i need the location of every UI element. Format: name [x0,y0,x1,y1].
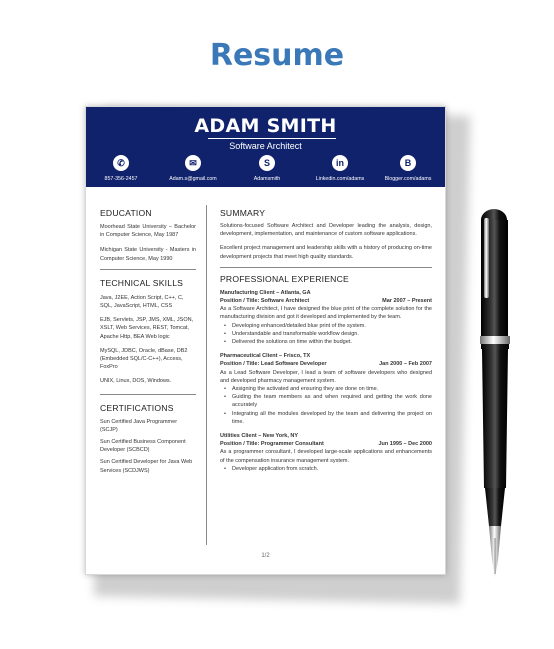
name-underline [208,138,336,139]
skills-item: Java, J2EE, Action Script, C++, C, SQL, JavaScript, HTML, CSS [100,294,184,310]
job-dates: Jun 1995 – Dec 2000 [378,441,432,448]
linkedin-icon: in [332,155,348,171]
certifications-heading: CERTIFICATIONS [100,402,174,413]
job-position-row [220,297,432,305]
contact-skype [232,155,302,182]
job-bullets [220,465,432,473]
candidate-title: Software Architect [229,141,302,151]
education-item: Michigan State University - Masters in Computer Science, May 1990 [100,247,196,262]
contact-text: Adam.s@gmail.com [169,176,217,182]
left-column [100,208,196,475]
blogger-icon: B [400,155,416,171]
summary-heading: SUMMARY [220,208,266,218]
candidate-name: ADAM SMITH [194,115,337,137]
job-position: Position / Title: Programmer Consultant [220,441,324,448]
job-bullet: • Understandable and transformable workflow design. [232,330,432,338]
contact-text: Linkedin.com/adams [315,176,365,182]
job-bullets [220,385,432,426]
contact-phone [86,155,156,182]
job-entry [220,289,432,346]
section-rule [100,269,196,270]
job-description: As a Lead Software Developer, I lead a team of software developers who designed and developed pharmacy management system. [220,369,432,384]
resume-header [86,107,445,187]
certification-item: Sun Certified Business Component Developer (SCBCD) [100,439,186,454]
job-description: As a programmer consultant, I developed large-scale applications and enhancements of the compensation insurance management system. [220,449,432,464]
job-bullet: • Delivered the solutions on time within the budget. [232,338,432,346]
page-number: 1/2 [261,553,270,559]
job-position: Position / Title: Lead Software Developer [220,361,327,368]
job-bullet: • Integrating all the modules developed by the team and delivering the project on time. [232,410,432,426]
summary-paragraph: Excellent project management and leadership skills with a history of producing on-time development projects that meet high quality standards. [220,245,432,260]
contact-email [158,155,228,182]
skype-icon: S [259,155,275,171]
education-heading: EDUCATION [100,208,152,218]
job-entry [220,352,432,426]
certification-item: Sun Certified Developer for Java Web Services (SCDJWS) [100,459,193,474]
job-dates: Jan 2000 – Feb 2007 [379,361,432,368]
skills-item: MySQL, JDBC, Oracle, dBase, DB2 (Embedded SQL/C-C++), Access, FoxPro [100,347,188,371]
email-icon: ✉ [185,155,201,171]
skills-heading: TECHNICAL SKILLS [100,277,184,288]
right-column [220,208,432,473]
contact-text: Blogger.com/adams [384,176,432,182]
job-bullet: • Guiding the team members as and when required and getting the work done accurately [232,393,432,409]
page-heading: Resume [209,38,345,73]
job-bullet: • Developer application from scratch. [232,465,432,473]
contact-linkedin [305,155,375,182]
skills-item: EJB, Servlets, JSP, JMS, XML, JSON, XSLT, Web Services, REST, Tomcat, Apache Http, BEA Web logic [100,317,194,340]
job-client: Manufacturing Client – Atlanta, GA [220,289,311,296]
section-rule [100,394,196,395]
job-bullets [220,322,432,347]
skills-item: UNIX, Linux, DOS, Windows. [100,378,172,385]
resume-sheet [85,106,446,575]
job-client: Utilities Client – New York, NY [220,433,299,440]
job-description: As a Software Architect, I have designed the blue print of the complete solution for the manufacturing division and got it developed and implemented by the team. [220,306,432,321]
summary-paragraph: Solutions-focused Software Architect and Developer leading the analysis, design, development, implementation, and maintenance of custom software applications. [220,223,432,238]
education-item: Moorhead State University – Bachelor in Computer Science, May 1987 [100,224,196,239]
certification-item: Sun Certified Java Programmer (SCJP) [100,418,178,433]
section-rule [220,267,432,268]
job-bullet: • Assigning the activated and ensuring they are done on time. [232,385,432,393]
job-position-row [220,360,432,368]
job-client: Pharmaceutical Client – Frisco, TX [220,353,311,360]
contact-blogger [373,155,443,182]
contact-text: Adamsmith [253,176,281,182]
phone-icon: ✆ [113,155,129,171]
job-position: Position / Title: Software Architect [220,298,310,305]
column-divider [206,205,207,545]
fountain-pen-image [470,208,530,586]
job-dates: Mar 2007 – Present [382,298,432,305]
job-bullet: • Developing enhanced/detailed blue print of the system. [232,322,432,330]
job-entry [220,432,432,473]
job-position-row [220,440,432,448]
contact-text: 857-356-2457 [104,176,138,182]
experience-heading: PROFESSIONAL EXPERIENCE [220,273,349,284]
